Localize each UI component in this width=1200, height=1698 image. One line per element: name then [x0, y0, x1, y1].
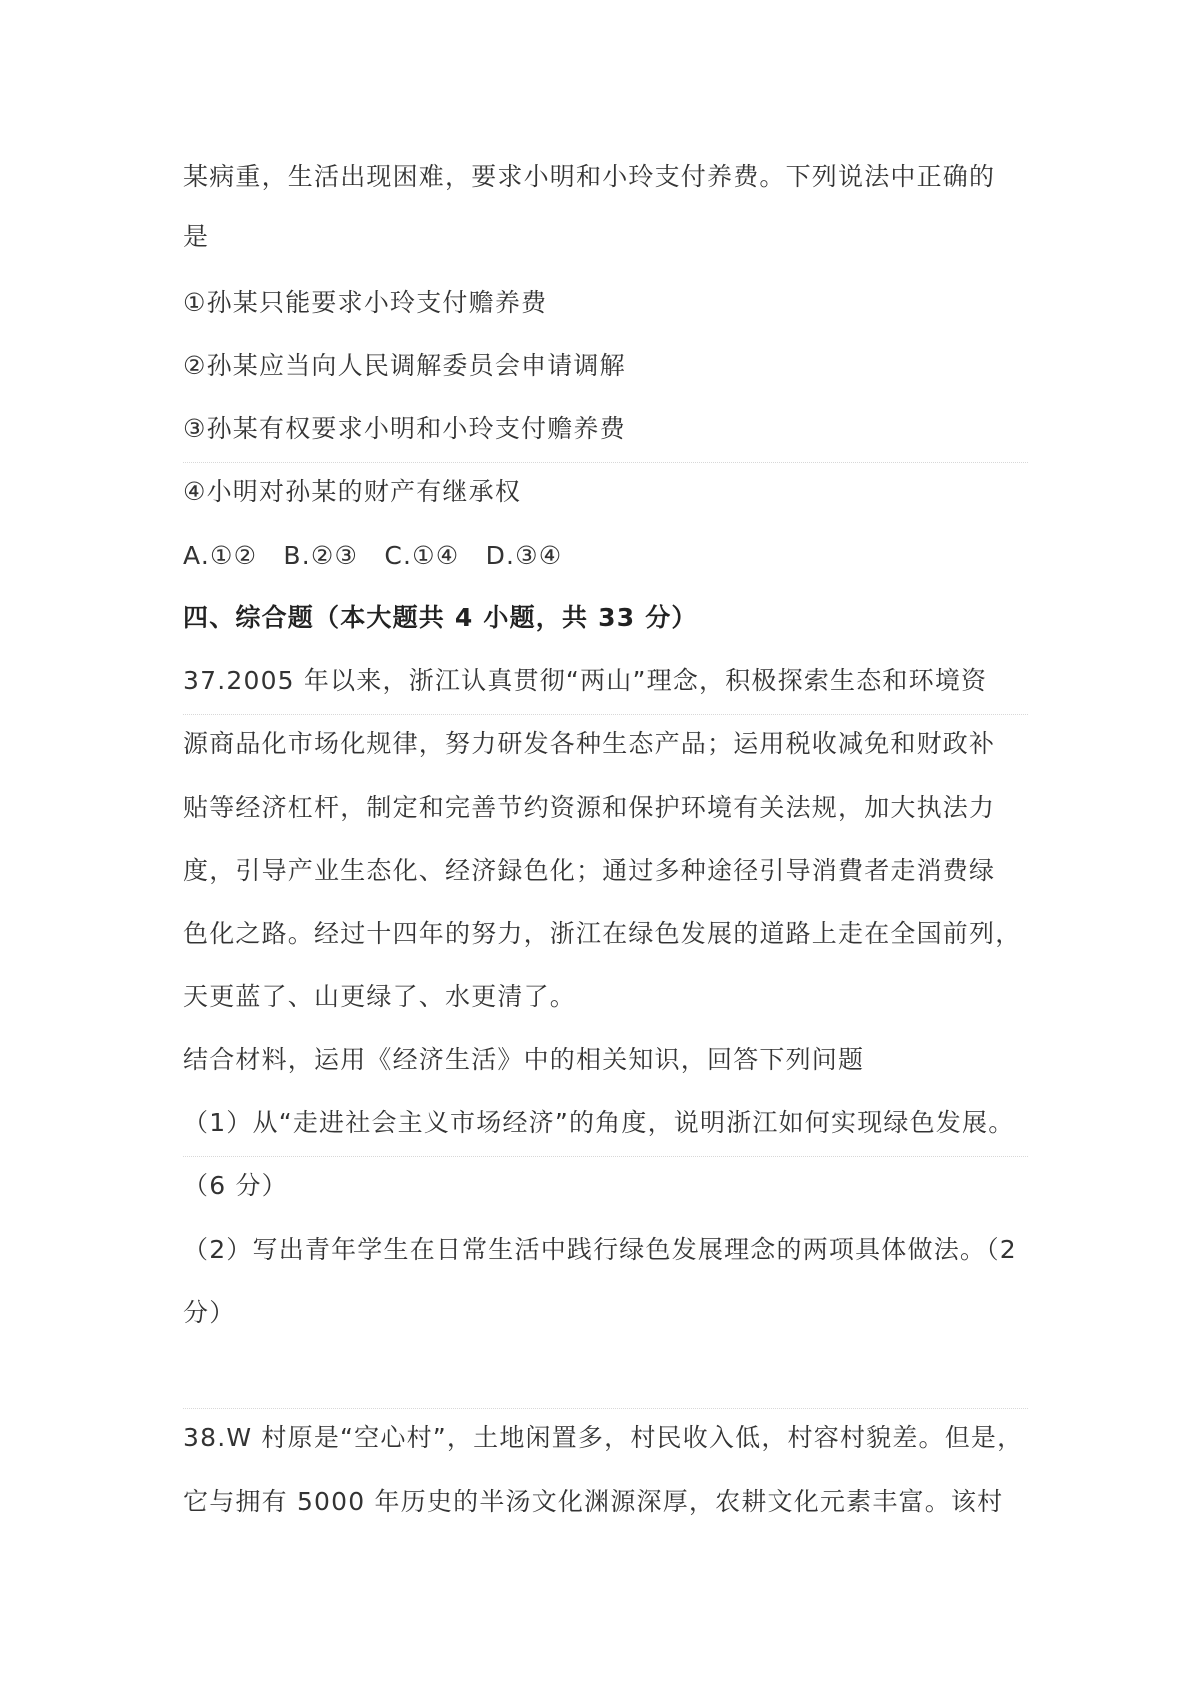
- section-heading: 四、综合题（本大题共 4 小题，共 33 分）: [183, 603, 698, 632]
- dotted-divider: [183, 1408, 1028, 1409]
- text-line: 37.2005 年以来，浙江认真贯彻“两山”理念，积极探索生态和环境资: [183, 666, 988, 695]
- text-line: 某病重，生活出现困难，要求小明和小玲支付养费。下列说法中正确的: [183, 162, 996, 191]
- text-line: （6 分）: [183, 1171, 288, 1200]
- text-line: 是: [183, 222, 210, 251]
- text-line: 分）: [183, 1298, 236, 1327]
- dotted-divider: [183, 714, 1028, 715]
- option-line: ②孙某应当向人民调解委员会申请调解: [183, 351, 626, 380]
- text-line: 贴等经济杠杆，制定和完善节约资源和保护环境有关法规，加大执法力: [183, 793, 996, 822]
- question-part: （2）写出青年学生在日常生活中践行绿色发展理念的两项具体做法。（2: [183, 1235, 1017, 1264]
- option-line: ①孙某只能要求小玲支付赡养费: [183, 288, 548, 317]
- text-line: 38.W 村原是“空心村”，土地闲置多，村民收入低，村容村貌差。但是，: [183, 1423, 1024, 1452]
- option-line: ④小明对孙某的财产有继承权: [183, 477, 522, 506]
- dotted-divider: [183, 462, 1028, 463]
- option-line: ③孙某有权要求小明和小玲支付赡养费: [183, 414, 626, 443]
- text-line: 天更蓝了、山更绿了、水更清了。: [183, 982, 577, 1011]
- text-line: 度，引导产业生态化、经济録色化；通过多种途径引导消費者走消费绿: [183, 856, 996, 885]
- text-line: 它与拥有 5000 年历史的半汤文化渊源深厚，农耕文化元素丰富。该村: [183, 1487, 1004, 1516]
- answer-choices: A.①② B.②③ C.①④ D.③④: [183, 541, 563, 570]
- dotted-divider: [183, 1156, 1028, 1157]
- text-line: 结合材料，运用《经济生活》中的相关知识，回答下列问题: [183, 1045, 865, 1074]
- text-line: 色化之路。经过十四年的努力，浙江在绿色发展的道路上走在全国前列，: [183, 919, 1022, 948]
- text-line: 源商品化市场化规律，努力研发各种生态产品；运用税收减免和财政补: [183, 729, 996, 758]
- question-part: （1）从“走进社会主义市场经济”的角度，说明浙江如何实现绿色发展。: [183, 1108, 1015, 1137]
